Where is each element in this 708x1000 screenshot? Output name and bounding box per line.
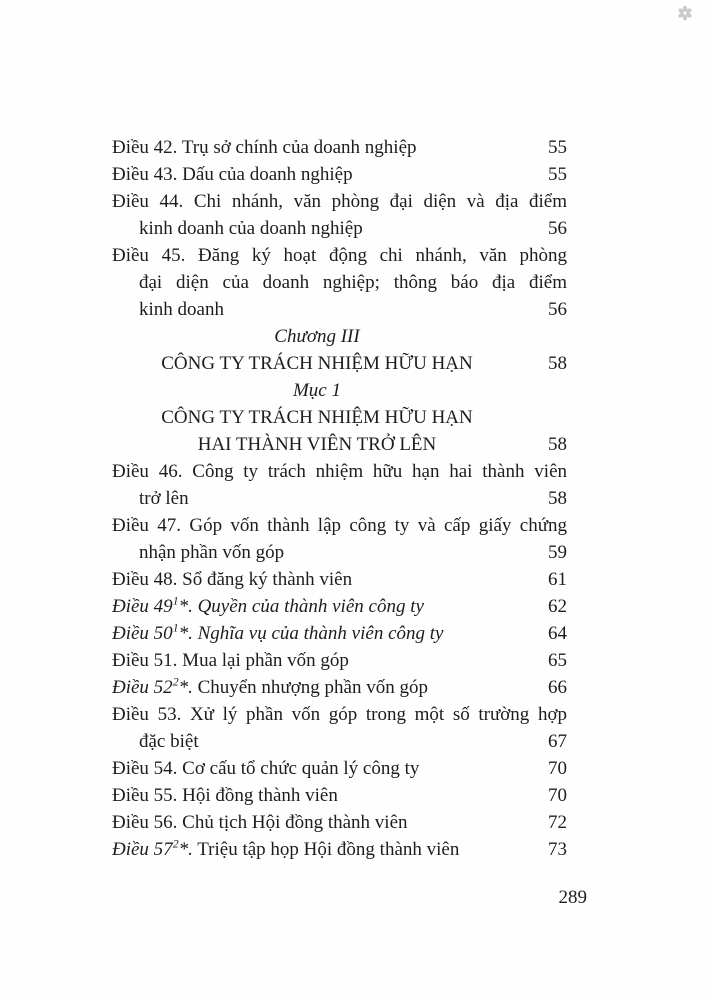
toc-row [112,809,567,836]
toc-text-segment: *. [178,839,193,860]
toc-text-segment: kinh doanh của doanh nghiệp [139,218,363,239]
toc-entry-text [112,404,522,431]
toc-entry-text [112,161,567,188]
toc-text-segment: Điều 42. Trụ sở chính của doanh nghiệp [112,137,417,158]
toc-page-number: 58 [548,353,567,374]
toc-text-segment: trở lên [139,488,189,509]
toc-row [112,242,567,269]
superscript-note-number: 2 [172,837,179,851]
superscript-note-number: 1 [172,594,179,608]
toc-entry-text [112,620,567,647]
toc-row [112,296,567,323]
flower-ornament-icon [677,5,693,21]
toc-text-segment: kinh doanh [139,299,224,320]
toc-entry-text [112,782,567,809]
toc-entry-text [112,755,567,782]
toc-text-segment: Điều 55. Hội đồng thành viên [112,785,338,806]
toc-text-segment: Điều 44. Chi nhánh, văn phòng đại diện và địa điểm [112,191,567,212]
toc-row [112,647,567,674]
toc-text-segment: Điều 53. Xử lý phần vốn góp trong một số trường hợp [112,704,567,725]
toc-text-segment: nhận phần vốn góp [139,542,285,563]
toc-row [112,674,567,701]
toc-page-number: 66 [548,677,567,698]
toc-entry-text [112,728,567,755]
toc-page-number: 67 [548,731,567,752]
toc-text-segment: *. [178,677,193,698]
toc-entry-text [112,836,567,863]
toc-entry-text [112,242,567,269]
toc-page-number: 64 [548,623,567,644]
toc-row [112,134,567,161]
toc-text-segment: CÔNG TY TRÁCH NHIỆM HỮU HẠN [161,353,473,374]
toc-row [112,485,567,512]
toc-text-segment: Điều 54. Cơ cấu tổ chức quản lý công ty [112,758,420,779]
toc-text-segment: Chương III [274,326,360,347]
toc-entry-text [112,701,567,728]
toc-row [112,215,567,242]
toc-text-segment: Điều 50 [112,623,173,644]
toc-row [112,782,567,809]
toc-entry-text [112,377,522,404]
toc-text-segment: Triệu tập họp Hội đồng thành viên [192,839,460,860]
toc-row [112,350,567,377]
toc-row [112,323,567,350]
toc-text-segment: Chuyển nhượng phần vốn góp [192,677,428,698]
toc-row [112,836,567,863]
toc-row [112,161,567,188]
toc-text-segment: Điều 51. Mua lại phần vốn góp [112,650,349,671]
toc-text-segment: Điều 57 [112,839,173,860]
toc-text-segment: đặc biệt [139,731,199,752]
toc-row [112,404,567,431]
superscript-note-number: 1 [172,621,179,635]
toc-text-segment: Điều 43. Dấu của doanh nghiệp [112,164,353,185]
toc-entry-text [112,458,567,485]
toc-text-segment: HAI THÀNH VIÊN TRỞ LÊN [197,434,437,455]
toc-entry-text [112,134,567,161]
toc-page-number: 56 [548,218,567,239]
toc-page-number: 58 [548,488,567,509]
toc-page-number: 70 [548,785,567,806]
toc-text-segment: Điều 49 [112,596,173,617]
toc-text-segment: Điều 47. Góp vốn thành lập công ty và cấp giấy chứng [112,515,567,536]
toc-text-segment: Mục 1 [292,380,341,401]
toc-entry-text [112,593,567,620]
toc-text-segment: *. Quyền của thành viên công ty [178,596,424,617]
toc-page-number: 55 [548,164,567,185]
page-number-folio: 289 [558,887,587,908]
toc-row [112,377,567,404]
toc-entry-text [112,539,567,566]
toc-row [112,269,567,296]
toc-text-segment: Điều 56. Chủ tịch Hội đồng thành viên [112,812,408,833]
toc-entry-text [112,512,567,539]
toc-entry-text [112,323,522,350]
toc-entry-text [112,215,567,242]
toc-page-number: 59 [548,542,567,563]
toc-entry-text [112,566,567,593]
toc-row [112,755,567,782]
toc-row [112,188,567,215]
toc-entry-text [112,350,522,377]
toc-page-number: 73 [548,839,567,860]
toc-row [112,512,567,539]
toc-row [112,431,567,458]
toc-page-number: 62 [548,596,567,617]
toc-page-number: 72 [548,812,567,833]
toc-page-number: 58 [548,434,567,455]
toc-text-segment: Điều 45. Đăng ký hoạt động chi nhánh, văn phòng [112,245,567,266]
table-of-contents [112,134,567,863]
toc-row [112,701,567,728]
toc-row [112,620,567,647]
toc-entry-text [112,809,567,836]
toc-text-segment: đại diện của doanh nghiệp; thông báo địa điểm [139,272,567,293]
toc-row [112,593,567,620]
toc-row [112,566,567,593]
toc-page-number: 61 [548,569,567,590]
toc-text-segment: Điều 46. Công ty trách nhiệm hữu hạn hai thành viên [112,461,567,482]
toc-row [112,728,567,755]
superscript-note-number: 2 [172,675,179,689]
toc-row [112,458,567,485]
toc-entry-text [112,431,522,458]
toc-entry-text [112,188,567,215]
toc-entry-text [112,296,567,323]
toc-entry-text [112,674,567,701]
toc-entry-text [112,485,567,512]
toc-text-segment: Điều 48. Sổ đăng ký thành viên [112,569,353,590]
toc-row [112,539,567,566]
toc-text-segment: CÔNG TY TRÁCH NHIỆM HỮU HẠN [161,407,473,428]
toc-page-number: 55 [548,137,567,158]
toc-page-number: 56 [548,299,567,320]
toc-text-segment: *. Nghĩa vụ của thành viên công ty [178,623,444,644]
toc-entry-text [112,269,567,296]
toc-entry-text [112,647,567,674]
toc-page-number: 70 [548,758,567,779]
toc-text-segment: Điều 52 [112,677,173,698]
toc-page-number: 65 [548,650,567,671]
